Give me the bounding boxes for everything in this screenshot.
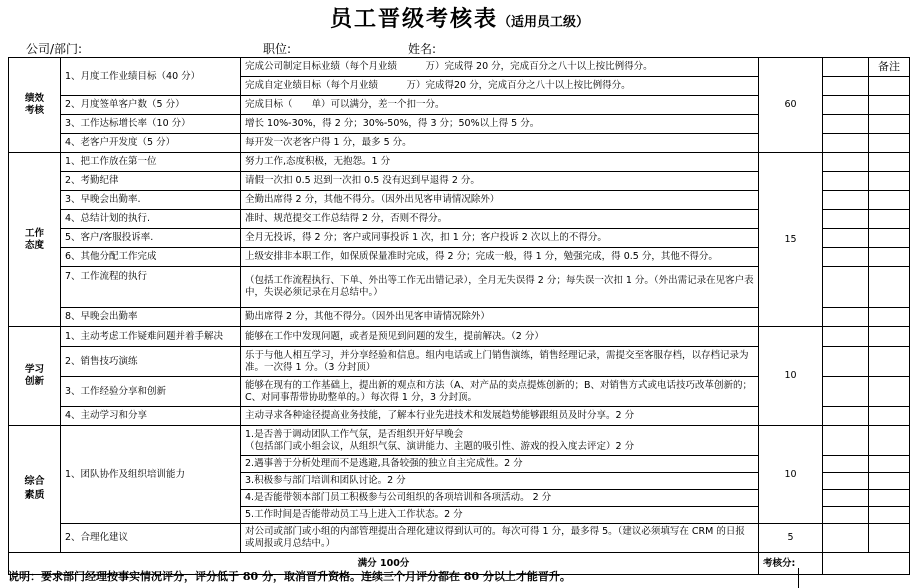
section-name: 工作 态度 [9, 153, 61, 327]
remarks-cell[interactable] [869, 490, 910, 507]
criteria-text: 完成目标（ 单）可以满分，差一个扣一分。 [241, 96, 759, 115]
remarks-cell[interactable] [869, 191, 910, 210]
criteria-text: 每开发一次老客户得 1 分，最多 5 分。 [241, 134, 759, 153]
total-label: 满分 100分 [9, 553, 759, 575]
score-input-cell[interactable] [823, 96, 869, 115]
remarks-cell[interactable] [869, 507, 910, 524]
score-input-cell[interactable] [823, 407, 869, 426]
table-row [9, 58, 910, 77]
section-score: 10 [759, 327, 823, 426]
item-label: 4、总结计划的执行. [61, 210, 241, 229]
criteria-text: 上级安排非本职工作，如保质保量准时完成，得 2 分；完成一般，得 1 分，勉强完成，得 0.5 分，其他不得分。 [241, 248, 759, 267]
remarks-cell[interactable] [869, 456, 910, 473]
criteria-text: 全勤出席得 2 分，其他不得分。（因外出见客申请情况除外） [241, 191, 759, 210]
score-input-cell[interactable] [823, 134, 869, 153]
remarks-cell[interactable] [869, 347, 910, 377]
score-input-cell[interactable] [823, 58, 869, 77]
item-label: 5、客户/客服投诉率. [61, 229, 241, 248]
remarks-cell[interactable] [869, 426, 910, 456]
item-label: 3、工作达标增长率（10 分） [61, 115, 241, 134]
remarks-cell[interactable] [869, 77, 910, 96]
criteria-text: 3.积极参与部门培训和团队讨论。2 分 [241, 473, 759, 490]
title-sub: （适用员工级） [498, 15, 590, 30]
criteria-text: （包括工作流程执行、下单、外出等工作无出错记录），全月无失误得 2 分；每失误一次扣 1 分。（外出需记录在见客户表中，失误必须记录在月总结中。） [241, 267, 759, 308]
criteria-text: 准时、规范提交工作总结得 2 分，否则不得分。 [241, 210, 759, 229]
item-label: 2、销售技巧演练 [61, 347, 241, 377]
remarks-cell[interactable] [869, 327, 910, 347]
score-input-cell[interactable] [823, 267, 869, 308]
section-score: 15 [759, 153, 823, 327]
criteria-text: 能够在工作中发现问题，或者是预见到问题的发生，提前解决。（2 分） [241, 327, 759, 347]
total-score-input[interactable] [823, 553, 910, 575]
item-score: 10 [759, 426, 823, 524]
remarks-cell[interactable] [869, 229, 910, 248]
score-input-cell[interactable] [823, 473, 869, 490]
score-input-cell[interactable] [823, 524, 869, 553]
score-input-cell[interactable] [823, 426, 869, 456]
title-main: 员工晋级考核表 [329, 6, 498, 32]
section-score: 60 [759, 58, 823, 153]
score-input-cell[interactable] [823, 327, 869, 347]
remarks-cell[interactable] [869, 308, 910, 327]
criteria-text: 完成公司制定目标业绩（每个月业绩 万）完成得 20 分，完成百分之八十以上按比例得分。 [241, 58, 759, 77]
remarks-cell[interactable] [869, 407, 910, 426]
position-label: 职位: [263, 42, 292, 56]
score-input-cell[interactable] [823, 248, 869, 267]
item-label: 3、工作经验分享和创新 [61, 377, 241, 407]
table-row [9, 153, 910, 172]
table-row [9, 426, 910, 456]
score-label: 考核分: [759, 553, 823, 575]
remarks-cell[interactable] [869, 377, 910, 407]
score-input-cell[interactable] [823, 347, 869, 377]
item-label: 1、团队协作及组织培训能力 [61, 426, 241, 524]
score-input-cell[interactable] [823, 172, 869, 191]
item-label: 3、早晚会出勤率. [61, 191, 241, 210]
score-input-cell[interactable] [823, 377, 869, 407]
score-input-cell[interactable] [823, 456, 869, 473]
criteria-text: 2.遇事善于分析处理而不是逃避,具备较强的独立自主完成性。2 分 [241, 456, 759, 473]
score-input-cell[interactable] [823, 507, 869, 524]
score-input-cell[interactable] [823, 210, 869, 229]
criteria-text: 能够在现有的工作基础上，提出新的观点和方法（A、对产品的卖点提炼创新的；B、对销售方式或电话技巧改革创新的；C、对同事帮带协助整单的。）每次得 1 分，3 分封顶。 [241, 377, 759, 407]
item-label: 8、早晚会出勤率 [61, 308, 241, 327]
item-label: 1、月度工作业绩目标（40 分） [61, 58, 241, 96]
item-label: 4、老客户开发度（5 分） [61, 134, 241, 153]
score-input-cell[interactable] [823, 490, 869, 507]
criteria-text: 努力工作,态度积极，无抱怨。1 分 [241, 153, 759, 172]
criteria-text: 对公司或部门或小组的内部管理提出合理化建议得到认可的。每次可得 1 分，最多得 5。（建议必须填写在 CRM 的日报或周报或月总结中。） [241, 524, 759, 553]
item-label: 4、主动学习和分享 [61, 407, 241, 426]
item-score: 5 [759, 524, 823, 553]
table-row [9, 524, 910, 553]
section-name: 绩效 考核 [9, 58, 61, 153]
remarks-cell[interactable] [869, 473, 910, 490]
section-name: 学习 创新 [9, 327, 61, 426]
remarks-cell[interactable] [869, 267, 910, 308]
item-label: 6、其他分配工作完成 [61, 248, 241, 267]
criteria-text: 全月无投诉，得 2 分；客户或同事投诉 1 次，扣 1 分；客户投诉 2 次以上的不得分。 [241, 229, 759, 248]
company-label: 公司/部门: [26, 42, 83, 56]
remarks-cell[interactable] [869, 524, 910, 553]
instructions-note: 说明：要求部门经理按事实情况评分，评分低于 80 分，取消晋升资格。连续三个月评分都在 80 分以上才能晋升。 [8, 570, 571, 583]
score-input-cell[interactable] [823, 191, 869, 210]
criteria-text: 主动寻求各种途径提高业务技能，了解本行业先进技术和发展趋势能够跟组员及时分享。2 分 [241, 407, 759, 426]
item-label: 1、把工作放在第一位 [61, 153, 241, 172]
score-input-cell[interactable] [823, 153, 869, 172]
score-input-cell[interactable] [823, 229, 869, 248]
criteria-text: 勤出席得 2 分，其他不得分。（因外出见客申请情况除外） [241, 308, 759, 327]
score-input-cell[interactable] [823, 77, 869, 96]
score-input-cell[interactable] [823, 115, 869, 134]
assessment-table [8, 57, 910, 575]
criteria-text: 乐于与他人相互学习，并分享经验和信息。组内电话或上门销售演练，销售经理记录，需提交至客服存档，以存档记录为准。一次得 1 分。（3 分封顶） [241, 347, 759, 377]
remarks-cell[interactable] [869, 134, 910, 153]
criteria-text: 增长 10%-30%，得 2 分；30%-50%，得 3 分；50%以上得 5 分。 [241, 115, 759, 134]
criteria-text: 4.是否能带领本部门员工积极参与公司组织的各项培训和各项活动。 2 分 [241, 490, 759, 507]
criteria-text: 1.是否善于调动团队工作气氛，是否组织开好早晚会 （包括部门或小组会议，从组织气氛、演讲能力、主题的吸引性、游戏的投入度去评定）2 分 [241, 426, 759, 456]
remarks-header: 备注 [869, 58, 910, 77]
item-label: 2、考勤纪律 [61, 172, 241, 191]
criteria-text: 5.工作时间是否能带动员工马上进入工作状态。2 分 [241, 507, 759, 524]
score-input-cell[interactable] [823, 308, 869, 327]
name-label: 姓名: [408, 42, 437, 56]
remarks-cell[interactable] [869, 115, 910, 134]
section-name: 综合 素质 [9, 426, 61, 553]
item-label: 2、合理化建议 [61, 524, 241, 553]
item-label: 2、月度签单客户数（5 分） [61, 96, 241, 115]
remarks-cell[interactable] [869, 96, 910, 115]
divider [798, 568, 799, 588]
item-label: 1、主动考虑工作疑难问题并着手解决 [61, 327, 241, 347]
form-title [0, 2, 919, 33]
remarks-cell[interactable] [869, 153, 910, 172]
remarks-cell[interactable] [869, 248, 910, 267]
criteria-text: 请假一次扣 0.5 迟到一次扣 0.5 没有迟到早退得 2 分。 [241, 172, 759, 191]
table-row [9, 327, 910, 347]
remarks-cell[interactable] [869, 210, 910, 229]
criteria-text: 完成自定业绩目标（每个月业绩 万）完成得20 分，完成百分之八十以上按比例得分。 [241, 77, 759, 96]
item-label: 7、工作流程的执行 [61, 267, 241, 308]
remarks-cell[interactable] [869, 172, 910, 191]
